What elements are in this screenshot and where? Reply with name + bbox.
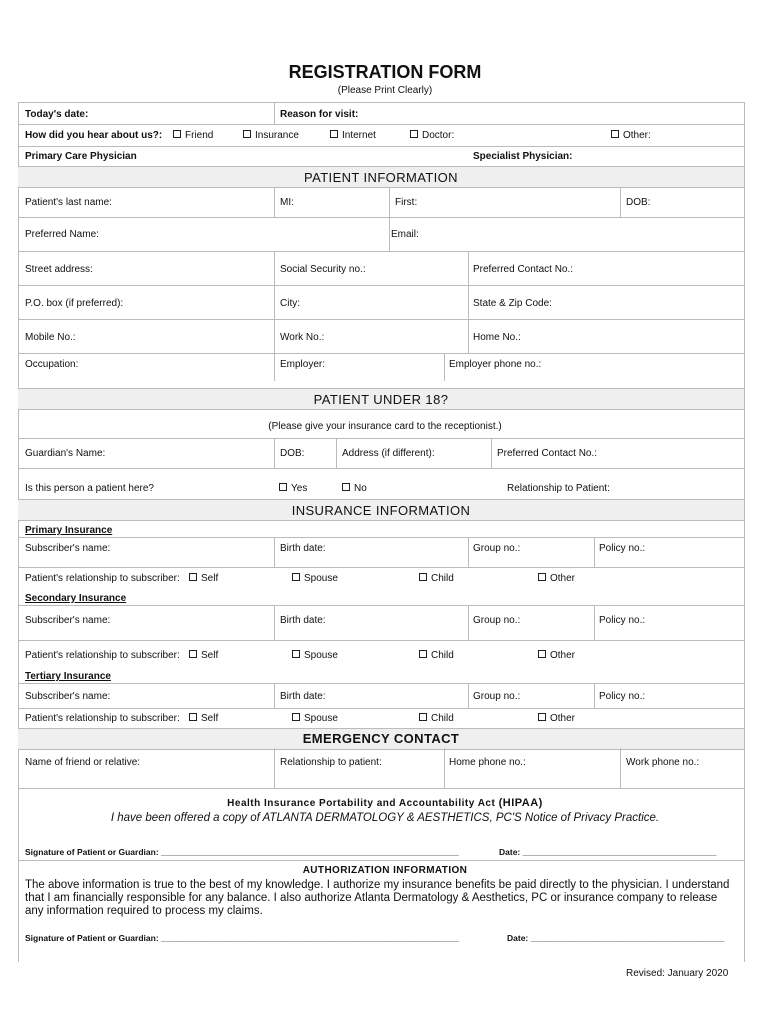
internet-label: Internet: [342, 130, 376, 141]
secondary-child-checkbox[interactable]: [419, 650, 454, 661]
other-label: Other: [550, 713, 576, 724]
mi-field[interactable]: MI:: [280, 197, 294, 208]
divider: [274, 251, 275, 381]
checkbox-icon: [419, 650, 427, 658]
divider: [620, 748, 621, 788]
child-label: Child: [431, 650, 454, 661]
page-title: REGISTRATION FORM: [288, 62, 482, 82]
other-checkbox[interactable]: [611, 130, 651, 141]
checkbox-icon: [173, 130, 181, 138]
checkbox-icon: [292, 650, 300, 658]
other-label: Other: [550, 650, 576, 661]
friend-checkbox[interactable]: [173, 130, 213, 141]
city-field[interactable]: City:: [280, 298, 300, 309]
frame-right: [744, 102, 745, 962]
spouse-label: Spouse: [304, 713, 338, 724]
street-address-field[interactable]: Street address:: [25, 264, 93, 275]
divider: [18, 708, 744, 709]
primary-spouse-checkbox[interactable]: [292, 573, 338, 584]
checkbox-icon: [611, 130, 619, 138]
no-label: No: [354, 483, 367, 494]
secondary-birth-date-field[interactable]: Birth date:: [280, 615, 326, 626]
hipaa-date-line[interactable]: Date: _________________________________________: [499, 847, 717, 857]
guardian-dob-field[interactable]: DOB:: [280, 448, 305, 459]
divider: [18, 537, 744, 538]
reason-for-visit-field[interactable]: Reason for visit:: [280, 109, 359, 120]
tertiary-birth-date-field[interactable]: Birth date:: [280, 691, 326, 702]
occupation-field[interactable]: Occupation:: [25, 359, 79, 370]
divider: [594, 683, 595, 708]
divider: [18, 146, 744, 147]
checkbox-icon: [419, 713, 427, 721]
tertiary-other-checkbox[interactable]: [538, 713, 575, 724]
self-label: Self: [201, 713, 219, 724]
divider: [18, 217, 744, 218]
checkbox-icon: [538, 650, 546, 658]
hipaa-title-text: Health Insurance Portability and Accountability Act: [227, 798, 496, 809]
checkbox-icon: [538, 713, 546, 721]
authorization-signature-line[interactable]: Signature of Patient or Guardian: _______________________________________________________________: [25, 933, 459, 943]
divider: [491, 438, 492, 468]
primary-group-field[interactable]: Group no.:: [473, 543, 521, 554]
divider: [18, 102, 744, 103]
primary-subscriber-field[interactable]: Subscriber's name:: [25, 543, 111, 554]
revised-date: Revised: January 2020: [626, 968, 729, 979]
tertiary-insurance-heading: Tertiary Insurance: [25, 671, 111, 682]
dob-field[interactable]: DOB:: [626, 197, 651, 208]
divider: [620, 187, 621, 217]
employer-field[interactable]: Employer:: [280, 359, 326, 370]
primary-self-checkbox[interactable]: [189, 573, 218, 584]
under18-heading: PATIENT UNDER 18?: [313, 392, 449, 407]
insurance-band: [18, 499, 744, 521]
emergency-work-phone-field[interactable]: Work phone no.:: [626, 757, 700, 768]
po-box-field[interactable]: P.O. box (if preferred):: [25, 298, 124, 309]
secondary-self-checkbox[interactable]: [189, 650, 218, 661]
primary-birth-date-field[interactable]: Birth date:: [280, 543, 326, 554]
insurance-heading: INSURANCE INFORMATION: [291, 503, 471, 518]
secondary-policy-field[interactable]: Policy no.:: [599, 615, 646, 626]
friend-label: Friend: [185, 130, 214, 141]
hipaa-acronym: (HIPAA): [498, 797, 543, 809]
no-checkbox[interactable]: [342, 483, 367, 494]
checkbox-icon: [243, 130, 251, 138]
divider: [468, 605, 469, 640]
divider: [18, 285, 744, 286]
authorization-date-line[interactable]: Date: _________________________________________: [507, 933, 725, 943]
emergency-band: [18, 728, 744, 750]
tertiary-relationship-label: Patient's relationship to subscriber:: [25, 713, 180, 724]
self-label: Self: [201, 573, 219, 584]
divider: [594, 605, 595, 640]
ssn-field[interactable]: Social Security no.:: [280, 264, 366, 275]
spouse-label: Spouse: [304, 573, 338, 584]
insurance-card-note: (Please give your insurance card to the receptionist.): [268, 421, 502, 432]
divider: [18, 124, 744, 125]
checkbox-icon: [292, 573, 300, 581]
hipaa-title: [0, 797, 770, 809]
divider: [274, 683, 275, 708]
divider: [274, 605, 275, 640]
authorization-text: The above information is true to the best of my knowledge. I authorize my insurance benefits be paid directly to the physician. I understand that I am financially responsible for any balance. I also authorize Atlanta Dermatology & Aesthetics, PC or insurance company to release any information required to process my claims.: [25, 879, 730, 917]
divider: [18, 860, 744, 861]
secondary-other-checkbox[interactable]: [538, 650, 575, 661]
divider: [274, 748, 275, 788]
insurance-checkbox[interactable]: [243, 130, 299, 141]
tertiary-subscriber-field[interactable]: Subscriber's name:: [25, 691, 111, 702]
checkbox-icon: [342, 483, 350, 491]
page-subtitle: (Please Print Clearly): [337, 85, 433, 96]
checkbox-icon: [419, 573, 427, 581]
self-label: Self: [201, 650, 219, 661]
divider: [18, 567, 744, 568]
home-no-field[interactable]: Home No.:: [473, 332, 521, 343]
checkbox-icon: [330, 130, 338, 138]
emergency-relationship-field[interactable]: Relationship to patient:: [280, 757, 382, 768]
checkbox-icon: [279, 483, 287, 491]
insurance-label: Insurance: [255, 130, 299, 141]
secondary-insurance-heading: Secondary Insurance: [25, 593, 127, 604]
divider: [18, 468, 744, 469]
secondary-spouse-checkbox[interactable]: [292, 650, 338, 661]
doctor-checkbox[interactable]: [410, 130, 454, 141]
divider: [336, 438, 337, 468]
yes-label: Yes: [291, 483, 308, 494]
mobile-field[interactable]: Mobile No.:: [25, 332, 76, 343]
divider: [594, 537, 595, 567]
employer-phone-field[interactable]: Employer phone no.:: [449, 359, 542, 370]
internet-checkbox[interactable]: [330, 130, 376, 141]
primary-insurance-heading: Primary Insurance: [25, 525, 113, 536]
doctor-label: Doctor:: [422, 130, 455, 141]
patient-info-heading: PATIENT INFORMATION: [304, 170, 458, 185]
state-zip-field[interactable]: State & Zip Code:: [473, 298, 552, 309]
under18-band: [18, 388, 744, 410]
primary-other-checkbox[interactable]: [538, 573, 575, 584]
other-label: Other:: [623, 130, 651, 141]
divider: [444, 748, 445, 788]
yes-checkbox[interactable]: [279, 483, 307, 494]
divider: [18, 353, 744, 354]
guardian-contact-field[interactable]: Preferred Contact No.:: [497, 448, 598, 459]
relationship-to-patient-field[interactable]: Relationship to Patient:: [507, 483, 610, 494]
primary-care-field[interactable]: Primary Care Physician: [25, 151, 137, 162]
divider: [274, 102, 275, 124]
checkbox-icon: [538, 573, 546, 581]
divider: [18, 319, 744, 320]
primary-policy-field[interactable]: Policy no.:: [599, 543, 646, 554]
primary-child-checkbox[interactable]: [419, 573, 454, 584]
other-label: Other: [550, 573, 576, 584]
preferred-contact-field[interactable]: Preferred Contact No.:: [473, 264, 574, 275]
tertiary-spouse-checkbox[interactable]: [292, 713, 338, 724]
emergency-name-field[interactable]: Name of friend or relative:: [25, 757, 141, 768]
is-patient-label: Is this person a patient here?: [25, 483, 154, 494]
work-no-field[interactable]: Work No.:: [280, 332, 325, 343]
divider: [274, 438, 275, 468]
divider: [444, 353, 445, 381]
tertiary-self-checkbox[interactable]: [189, 713, 218, 724]
divider: [18, 251, 744, 252]
secondary-relationship-label: Patient's relationship to subscriber:: [25, 650, 180, 661]
guardian-name-field[interactable]: Guardian's Name:: [25, 448, 106, 459]
checkbox-icon: [189, 713, 197, 721]
patient-info-band: [18, 166, 744, 188]
primary-relationship-label: Patient's relationship to subscriber:: [25, 573, 180, 584]
secondary-subscriber-field[interactable]: Subscriber's name:: [25, 615, 111, 626]
secondary-group-field[interactable]: Group no.:: [473, 615, 521, 626]
authorization-title: AUTHORIZATION INFORMATION: [302, 865, 468, 876]
divider: [468, 251, 469, 353]
checkbox-icon: [189, 650, 197, 658]
emergency-heading: EMERGENCY CONTACT: [302, 731, 460, 746]
spouse-label: Spouse: [304, 650, 338, 661]
specialist-field[interactable]: Specialist Physician:: [473, 151, 573, 162]
first-name-field[interactable]: First:: [395, 197, 418, 208]
divider: [18, 640, 744, 641]
divider: [389, 187, 390, 251]
divider: [468, 537, 469, 567]
checkbox-icon: [292, 713, 300, 721]
checkbox-icon: [189, 573, 197, 581]
tertiary-child-checkbox[interactable]: [419, 713, 454, 724]
how-heard-label: How did you hear about us?:: [25, 130, 163, 141]
last-name-field[interactable]: Patient's last name:: [25, 197, 112, 208]
checkbox-icon: [410, 130, 418, 138]
divider: [274, 537, 275, 567]
divider: [274, 187, 275, 217]
divider: [468, 683, 469, 708]
child-label: Child: [431, 713, 454, 724]
frame-left: [18, 102, 19, 962]
emergency-home-phone-field[interactable]: Home phone no.:: [449, 757, 526, 768]
hipaa-signature-line[interactable]: Signature of Patient or Guardian: _______________________________________________________________: [25, 847, 459, 857]
tertiary-group-field[interactable]: Group no.:: [473, 691, 521, 702]
tertiary-policy-field[interactable]: Policy no.:: [599, 691, 646, 702]
divider: [18, 605, 744, 606]
child-label: Child: [431, 573, 454, 584]
divider: [18, 683, 744, 684]
todays-date-field[interactable]: Today's date:: [25, 109, 89, 120]
preferred-name-field[interactable]: Preferred Name:: [25, 229, 99, 240]
divider: [18, 438, 744, 439]
guardian-address-field[interactable]: Address (if different):: [342, 448, 435, 459]
divider: [18, 788, 744, 789]
hipaa-statement: I have been offered a copy of ATLANTA DERMATOLOGY & AESTHETICS, PC'S Notice of Privacy Practice.: [110, 812, 660, 824]
email-field[interactable]: Email:: [391, 229, 419, 240]
